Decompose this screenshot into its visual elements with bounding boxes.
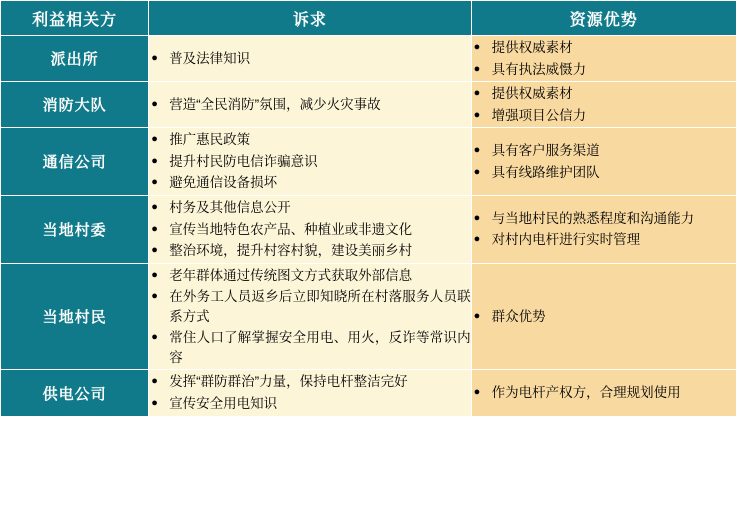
list-item: ● 具有执法威慑力 [472, 60, 736, 80]
advantage-list [472, 307, 736, 327]
party-cell: 供电公司 [1, 370, 149, 416]
list-item: ● 常住人口了解掌握安全用电、用火，反诈等常识内容 [149, 328, 470, 367]
table-row [1, 82, 737, 128]
demand-cell [149, 370, 471, 416]
advantage-list [472, 84, 736, 125]
list-item: ● 宣传当地特色农产品、种植业或非遗文化 [149, 220, 470, 240]
demand-list [149, 49, 470, 69]
list-item: ● 宣传安全用电知识 [149, 394, 470, 414]
header-cell-demand: 诉求 [149, 1, 471, 36]
list-item: ● 提供权威素材 [472, 84, 736, 104]
table-row [1, 36, 737, 82]
party-cell: 当地村委 [1, 195, 149, 263]
advantage-cell [471, 263, 736, 370]
list-item: ● 提供权威素材 [472, 38, 736, 58]
demand-cell [149, 36, 471, 82]
list-item: ● 与当地村民的熟悉程度和沟通能力 [472, 209, 736, 229]
demand-list [149, 372, 470, 413]
list-item: ● 提升村民防电信诈骗意识 [149, 152, 470, 172]
list-item: ● 在外务工人员返乡后立即知晓所在村落服务人员联系方式 [149, 287, 470, 326]
demand-list [149, 130, 470, 193]
advantage-cell [471, 195, 736, 263]
list-item: ● 整治环境，提升村容村貌，建设美丽乡村 [149, 241, 470, 261]
demand-cell [149, 195, 471, 263]
list-item: ● 具有线路维护团队 [472, 163, 736, 183]
table-row [1, 370, 737, 416]
advantage-list [472, 141, 736, 182]
header-cell-party: 利益相关方 [1, 1, 149, 36]
demand-list [149, 266, 470, 368]
list-item: ● 推广惠民政策 [149, 130, 470, 150]
table-row [1, 128, 737, 196]
advantage-cell [471, 370, 736, 416]
advantage-cell [471, 36, 736, 82]
table-header-row [1, 1, 737, 36]
list-item: ● 普及法律知识 [149, 49, 470, 69]
demand-list [149, 95, 470, 115]
list-item: ● 村务及其他信息公开 [149, 198, 470, 218]
demand-cell [149, 82, 471, 128]
advantage-list [472, 209, 736, 250]
advantage-cell [471, 82, 736, 128]
demand-cell [149, 128, 471, 196]
list-item: ● 发挥“群防群治”力量，保持电杆整洁完好 [149, 372, 470, 392]
list-item: ● 具有客户服务渠道 [472, 141, 736, 161]
advantage-list [472, 383, 736, 403]
list-item: ● 营造“全民消防”氛围，减少火灾事故 [149, 95, 470, 115]
list-item: ● 作为电杆产权方，合理规划使用 [472, 383, 736, 403]
table-row [1, 195, 737, 263]
advantage-list [472, 38, 736, 79]
party-cell: 派出所 [1, 36, 149, 82]
header-cell-advantage: 资源优势 [471, 1, 736, 36]
list-item: ● 对村内电杆进行实时管理 [472, 230, 736, 250]
list-item: ● 老年群体通过传统图文方式获取外部信息 [149, 266, 470, 286]
advantage-cell [471, 128, 736, 196]
table-row [1, 263, 737, 370]
party-cell: 通信公司 [1, 128, 149, 196]
party-cell: 消防大队 [1, 82, 149, 128]
demand-cell [149, 263, 471, 370]
list-item: ● 避免通信设备损坏 [149, 173, 470, 193]
party-cell: 当地村民 [1, 263, 149, 370]
demand-list [149, 198, 470, 261]
list-item: ● 增强项目公信力 [472, 106, 736, 126]
list-item: ● 群众优势 [472, 307, 736, 327]
